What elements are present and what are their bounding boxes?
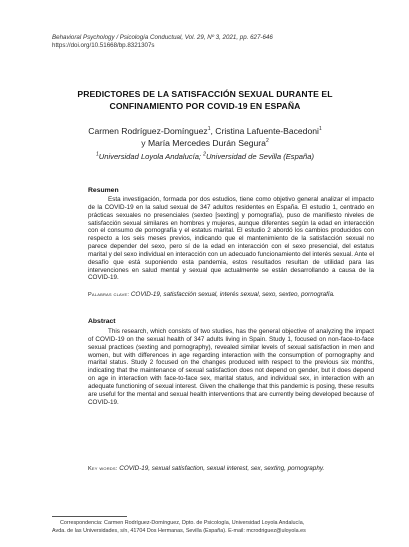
author-3: y María Mercedes Durán Segura xyxy=(141,137,266,148)
abstract-heading: Abstract xyxy=(88,318,116,325)
title-line-2: CONFINAMIENTO POR COVID-19 EN ESPAÑA xyxy=(109,100,301,111)
abstract-keywords xyxy=(88,465,374,474)
footnote-line-2: Avda. de las Universidades, s/n, 41704 Dos Hermanas, Sevilla (España). E-mail: mcrodriguez@uloyola.es xyxy=(52,527,306,534)
affil-2-mark: 2 xyxy=(203,151,206,158)
correspondence-footnote xyxy=(52,520,372,536)
affiliations xyxy=(40,152,370,162)
footnote-divider xyxy=(52,516,127,517)
resumen-keywords-values: COVID-19, satisfacción sexual, interés sexual, sexo, sexteo, pornografía. xyxy=(130,291,335,298)
author-1: Carmen Rodríguez-Domínguez xyxy=(88,126,208,136)
author-separator: , xyxy=(210,126,216,136)
journal-header xyxy=(52,34,372,50)
author-2-affil: 1 xyxy=(318,126,322,133)
resumen-body xyxy=(88,196,374,282)
author-line-2 xyxy=(40,138,370,150)
resumen-heading: Resumen xyxy=(88,187,119,194)
title-line-1: PREDICTORES DE LA SATISFACCIÓN SEXUAL DURANTE EL xyxy=(77,89,333,99)
author-2: Cristina Lafuente-Bacedoni xyxy=(215,126,319,136)
resumen-keywords-label: Palabras clave: xyxy=(88,292,130,298)
abstract-keywords-values: COVID-19, sexual satisfaction, sexual interest, sex, sexting, pornography. xyxy=(119,465,325,472)
resumen-keywords xyxy=(88,291,374,300)
doi-link[interactable]: https://doi.org/10.51668/bp.8321307s xyxy=(52,42,155,50)
affil-1: Universidad Loyola Andalucía; xyxy=(98,152,204,161)
affil-2: Universidad de Sevilla (España) xyxy=(205,152,315,161)
author-1-affil: 1 xyxy=(207,126,211,133)
affil-1-mark: 1 xyxy=(95,151,99,158)
footnote-line-1: Correspondencia: Carmen Rodríguez-Domínguez, Dpto. de Psicología, Universidad Loyola Andalucía, xyxy=(60,520,305,526)
paper-title xyxy=(40,89,370,112)
abstract-body xyxy=(88,328,374,406)
abstract-text: This research, which consists of two studies, has the general objective of analyzing the impact of COVID-19 on the sexual health of 347 adults living in Spain. Study 1, focused on non-face-to-face sexual practices (sexting and pornography), revealed similar levels of sexual satisfaction in men and women, but with differences in age regarding interaction with the consumption of pornography and marital status. Study 2 focused on the changes produced with respect to the previous six months, indicating that the maintenance of sexual satisfaction does not depend on gender, but it does depend on age in interaction with face-to-face sex, marital status, and individual sex, in interaction with an adequate functioning of sexual interest. Given the challenge that this pandemic is posing, these results are useful for the mental and sexual health interventions that are currently being developed because of COVID-19. xyxy=(88,328,374,406)
journal-citation: Behavioral Psychology / Psicología Conductual, Vol. 29, Nº 3, 2021, pp. 627-646 xyxy=(52,34,273,41)
resumen-text: Esta investigación, formada por dos estudios, tiene como objetivo general analizar el impacto de la COVID-19 en la salud sexual de 347 adultos residentes en España. El estudio 1, centrado en prácticas sexuales no presenciales (sexteo [sexting] y pornografía), puso de manifiesto niveles de satisfacción sexual similares en hombres y mujeres, aunque diferentes según la edad en interacción con el consumo de pornografía y el estatus marital. El estudio 2 abordó los cambios producidos con respecto a los seis meses previos, indicando que el mantenimiento de la satisfacción sexual no parece depender del sexo, pero sí de la edad en interacción con el sexo presencial, del estatus marital y del sexo individual en interacción con un adecuado funcionamiento del interés sexual. Ante el desafío que está suponiendo esta pandemia, estos resultados resultan de utilidad para las intervenciones en salud mental y sexual que actualmente se están desarrollando a causa de la COVID-19. xyxy=(88,196,374,282)
abstract-keywords-label: Key words: xyxy=(88,466,118,472)
author-list xyxy=(40,126,370,149)
author-line-1 xyxy=(40,126,370,138)
author-3-affil: 2 xyxy=(265,137,269,144)
